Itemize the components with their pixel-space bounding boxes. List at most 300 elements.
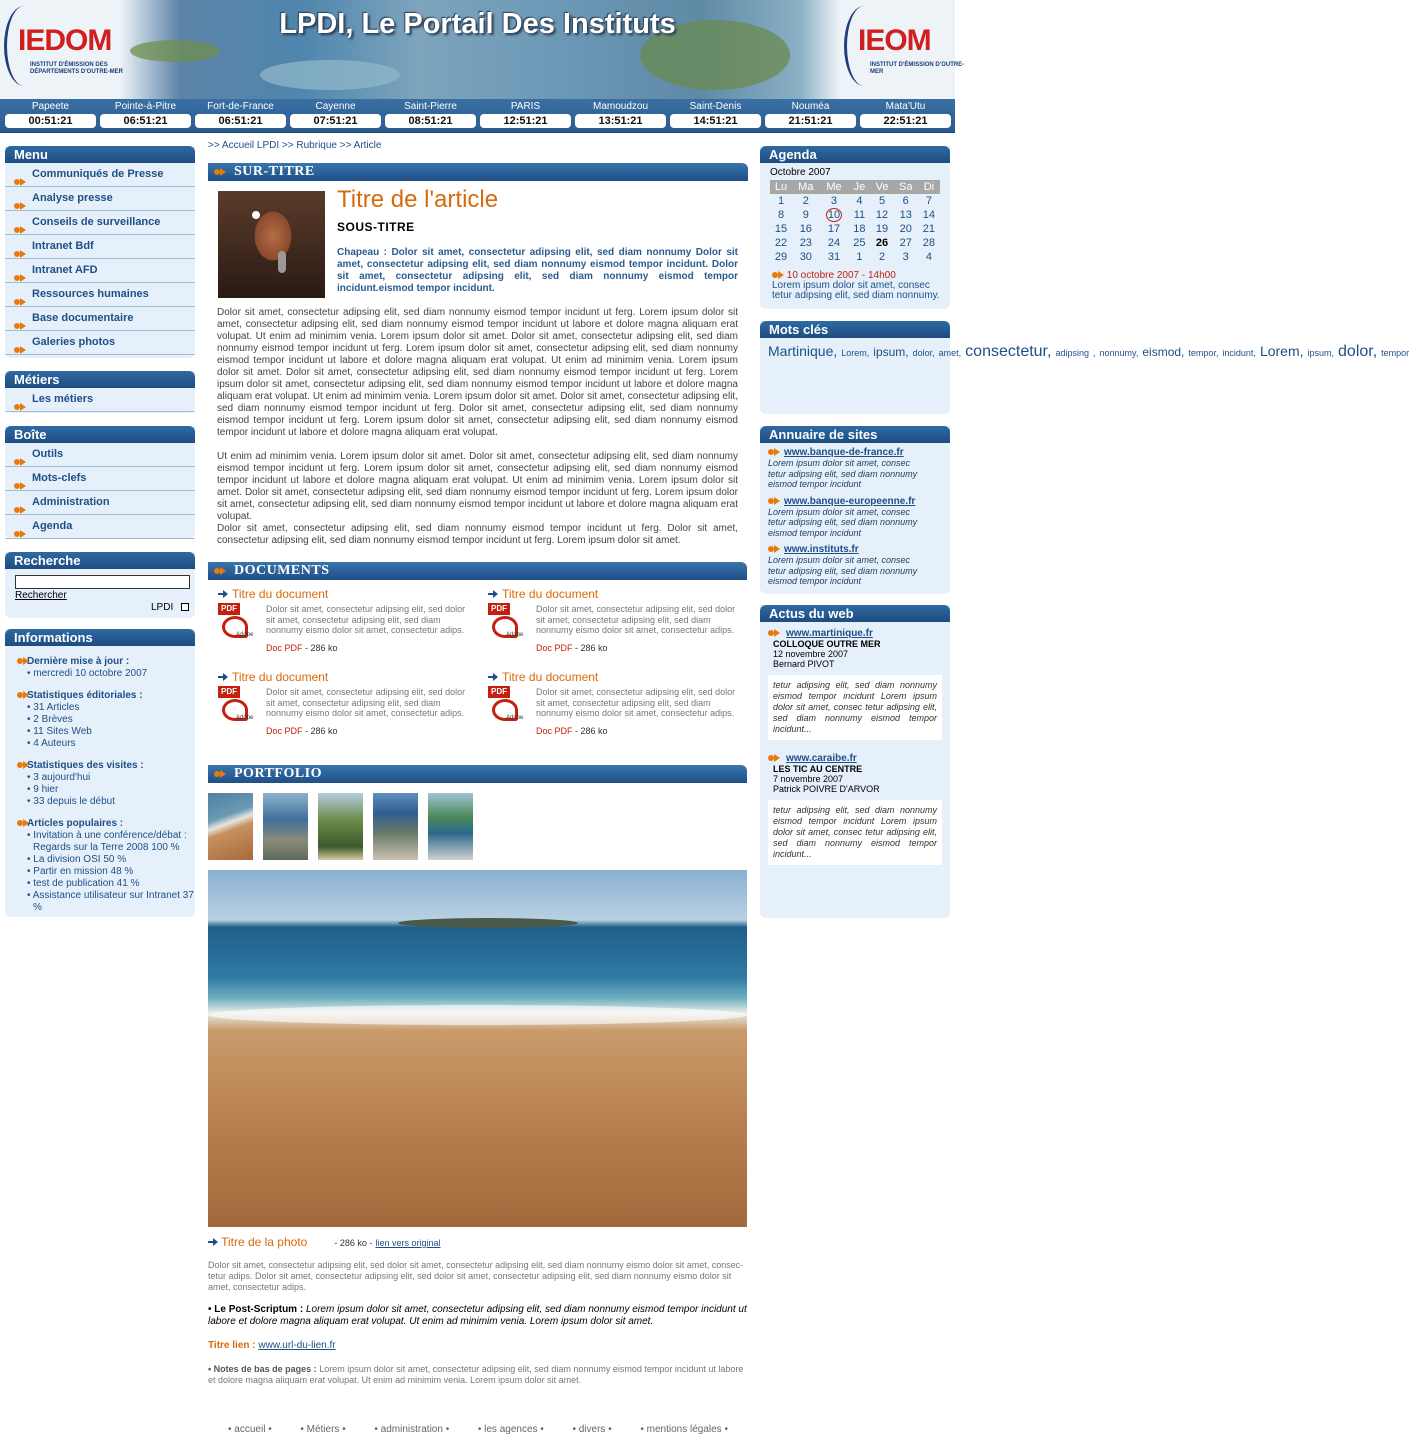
page-header (0, 0, 965, 99)
clock-city: Nouméa (791, 101, 830, 112)
portfolio-thumbnails (208, 793, 488, 861)
document-size: - 286 ko (575, 726, 608, 736)
directory-item (768, 495, 942, 539)
info-line-text: 31 Articles (33, 702, 80, 713)
calendar-day[interactable] (894, 222, 918, 236)
calendar-day-header: Sa (894, 180, 918, 194)
document-title-text: Titre du document (502, 670, 599, 684)
news-excerpt: tetur adipsing elit, sed diam nonnumy eismod tempor incidunt Lorem ipsum dolor sit amet, consec tetur adipsing elit, sed diam nonnumy eismod tempor incidunt... (768, 675, 942, 740)
document-meta (266, 643, 338, 653)
orange-arrow-icon (768, 497, 780, 505)
actus-title: Actus du web (760, 605, 950, 622)
menu-item-label: Mots-clefs (32, 472, 87, 484)
informations-box (5, 629, 195, 917)
portfolio-thumbnail[interactable] (208, 793, 253, 860)
annuaire-title: Annuaire de sites (760, 426, 950, 443)
recherche-title: Recherche (5, 552, 195, 569)
info-line[interactable] (17, 854, 195, 866)
calendar-day[interactable] (894, 208, 918, 222)
photo-original-link[interactable]: lien vers original (375, 1238, 441, 1248)
footer-link[interactable] (640, 1424, 728, 1435)
info-line-text: 2 Brèves (33, 714, 73, 725)
document-title-text: Titre du document (502, 587, 599, 601)
article-chapeau (337, 247, 738, 295)
calendar-day[interactable] (918, 222, 940, 236)
footer-link-label: administration (380, 1424, 443, 1435)
pdf-icon-brand: Adobe (236, 632, 254, 638)
bullet-icon: • (27, 866, 34, 877)
boite-title: Boîte (5, 426, 195, 443)
keyword-tag[interactable]: nonnumy, (1099, 348, 1139, 358)
info-line (17, 726, 195, 738)
menu-item-menu-2[interactable] (5, 211, 195, 235)
info-line-text: 33 depuis le début (33, 796, 116, 807)
calendar (770, 180, 940, 264)
calendar-day-number: 25 (853, 237, 866, 249)
orange-arrow-icon (17, 761, 27, 769)
footnotes (208, 1364, 747, 1386)
calendar-day[interactable] (848, 250, 870, 264)
calendar-day-number: 20 (899, 223, 912, 235)
menu-item-boite-0[interactable] (5, 443, 195, 467)
portfolio-thumbnail[interactable] (263, 793, 308, 860)
keyword-tag[interactable]: consectetur, (965, 343, 1052, 360)
document-item[interactable] (488, 670, 748, 745)
calendar-day[interactable] (792, 236, 820, 250)
document-size: - 286 ko (305, 726, 338, 736)
pdf-icon[interactable] (218, 603, 254, 639)
keyword-tag[interactable]: dolor, (1338, 343, 1378, 360)
menu-item-label: Galeries photos (32, 336, 116, 348)
footnotes-label: • Notes de bas de pages : (208, 1364, 317, 1374)
orange-arrow-icon (214, 567, 226, 575)
keyword-tag[interactable]: ipsum, (873, 345, 909, 359)
calendar-day-number: 23 (799, 237, 812, 249)
keyword-tag[interactable]: Lorem, (841, 348, 870, 358)
pdf-icon[interactable] (488, 686, 524, 722)
bullet-icon: • (27, 714, 34, 725)
news-headline: COLLOQUE OUTRE MER (773, 639, 881, 649)
calendar-day[interactable] (894, 236, 918, 250)
title-link-url[interactable]: www.url-du-lien.fr (258, 1340, 336, 1351)
document-description: Dolor sit amet, consectetur adipsing elit, sed dolor sit amet, consectetur adipsing elit, sed diam nonnumy eismo dolor sit amet, consectetur adips. (536, 604, 736, 635)
calendar-day[interactable] (770, 250, 792, 264)
article-body (217, 307, 738, 547)
keyword-tag[interactable]: eismod, (1142, 345, 1185, 359)
directory-link-row (768, 446, 942, 458)
calendar-day[interactable] (820, 222, 849, 236)
menu-item-menu-0[interactable] (5, 163, 195, 187)
footer-link-label: divers (578, 1424, 606, 1435)
surtitle-bar (208, 163, 748, 181)
portfolio-thumbnail[interactable] (428, 793, 473, 860)
clock-city: Mata'Utu (885, 101, 926, 112)
iedom-logo-tagline: INSTITUT D'ÉMISSION DES DÉPARTEMENTS D'OUTRE-MER (30, 62, 123, 75)
bullet-icon: • (477, 1424, 485, 1435)
directory-link[interactable]: www.banque-europeenne.fr (784, 495, 916, 507)
agenda-title: Agenda (760, 146, 950, 163)
calendar-day-header: Me (820, 180, 849, 194)
calendar-day-number: 15 (774, 223, 788, 235)
portfolio-main-photo[interactable] (208, 870, 747, 1227)
clock-time: 06:51:21 (100, 114, 191, 128)
ieom-logo-text: IEOM (858, 24, 931, 57)
footnotes-text: Lorem ipsum dolor sit amet, consectetur adipsing elit, sed diam nonnumy eismod tempor incidunt ut labore et dolore magna aliquam erat volupat. Ut enim ad minimim venia. Lorem ipsum dolor sit amet. (208, 1364, 744, 1385)
metiers-box (5, 371, 195, 413)
calendar-week (770, 236, 940, 250)
clock-5 (480, 101, 571, 128)
news-item (768, 627, 942, 740)
calendar-header-row (770, 180, 940, 194)
agenda-event[interactable] (772, 271, 946, 301)
photo-description: Dolor sit amet, consectetur adipsing elit, sed dolor sit amet, consectetur adipsing elit, sed diam nonnumy eismo dolor sit amet, consec-tetur adips. Dolor sit amet, consectetur adipsing elit, sed dolor sit amet, consectetur adipsing elit, sed diam nonnumy eismo dolor sit amet, consectetur adips. (208, 1260, 744, 1292)
keyword-tag[interactable]: adipsing (1055, 348, 1089, 358)
document-type[interactable]: Doc PDF (536, 643, 573, 653)
directory-link[interactable]: www.instituts.fr (784, 544, 859, 555)
orange-arrow-icon (14, 291, 26, 299)
bullet-icon: • (27, 830, 34, 841)
iedom-logo-text: IEDOM (18, 24, 112, 57)
article-subtitle: SOUS-TITRE (337, 220, 415, 234)
document-title[interactable] (488, 670, 748, 684)
pdf-icon[interactable] (218, 686, 254, 722)
clock-city: Saint-Pierre (404, 101, 457, 112)
menu-item-label: Agenda (32, 520, 73, 532)
orange-arrow-icon (214, 168, 226, 176)
calendar-day[interactable] (820, 236, 849, 250)
menu-item-menu-7[interactable] (5, 331, 195, 355)
arrow-right-icon (218, 673, 228, 681)
calendar-day[interactable] (848, 222, 870, 236)
menu-item-menu-6[interactable] (5, 307, 195, 331)
news-link[interactable]: www.caraibe.fr (786, 753, 857, 764)
bullet-icon: • (572, 1424, 579, 1435)
clock-time: 22:51:21 (860, 114, 951, 128)
bullet-icon: • (605, 1424, 612, 1435)
orange-arrow-icon (772, 271, 784, 279)
portfolio-bar (208, 765, 747, 783)
portfolio-thumbnail[interactable] (373, 793, 418, 860)
keyword-tag[interactable]: tempor, (1188, 348, 1219, 358)
document-item[interactable] (488, 587, 748, 662)
calendar-day-number: 19 (875, 223, 889, 235)
calendar-day[interactable] (792, 250, 820, 264)
news-date: 12 novembre 2007 (773, 649, 849, 659)
menu-item-label: Intranet Bdf (32, 240, 94, 252)
document-title[interactable] (218, 587, 478, 601)
bullet-icon: • (339, 1424, 346, 1435)
info-line (17, 714, 195, 726)
bullet-icon: • (27, 738, 34, 749)
calendar-day[interactable] (918, 194, 940, 208)
document-description: Dolor sit amet, consectetur adipsing elit, sed dolor sit amet, consectetur adipsing elit, sed diam nonnumy eismo dolor sit amet, consectetur adips. (536, 687, 736, 718)
bullet-icon: • (640, 1424, 647, 1435)
documents-title: DOCUMENTS (234, 563, 330, 578)
lpdi-checkbox-label: LPDI (151, 602, 174, 613)
calendar-day[interactable] (894, 250, 918, 264)
keyword-tag[interactable]: incidunt, (1222, 348, 1256, 358)
clock-city: Papeete (31, 101, 70, 112)
orange-arrow-icon (14, 243, 26, 251)
orange-arrow-icon (14, 195, 26, 203)
info-line-text: Invitation à une conférence/débat : Regards sur la Terre 2008 100 % (33, 830, 187, 853)
portfolio-thumbnail[interactable] (318, 793, 363, 860)
article-paragraph: Dolor sit amet, consectetur adipsing elit, sed diam nonnumy eismod tempor incidunt ut ferg. Lorem ipsum dolor sit amet, consectetur adipsing elit, sed diam nonnumy eismod tempor incidunt ut labore et dolore magna aliquam erat volupat. Ut enim ad minimim venia. Lorem ipsum dolor sit amet. Dolor sit amet, consectetur adipsing elit, sed diam nonnumy eismod tempor incidunt ut ferg. Lorem ipsum dolor sit amet, consectetur adipsing elit, sed diam nonnumy eismod tempor incidunt ut labore et dolore magna aliquam erat volupat. Ut enim ad minimim venia. Lorem ipsum dolor sit amet. Dolor sit amet, consectetur adipsing elit, sed diam nonnumy eismod tempor incidunt ut ferg. Lorem ipsum dolor sit amet, consectetur adipsing elit, sed diam nonnumy eismod tempor incidunt ut labore et dolore magna aliquam erat volupat. Ut enim ad minimim venia. Lorem ipsum dolor sit amet. Dolor sit amet, consectetur adipsing elit, sed diam nonnumy eismod tempor incidunt ut ferg. Dolor sit amet, consectetur adipsing elit, sed diam nonnumy eismod tempor incidunt ut ferg. Lorem ipsum dolor sit amet, consectetur adipsing elit, sed diam nonnumy eismod tempor incidunt ut labore et dolore magna aliquam erat volupat. (217, 307, 738, 438)
footer-link[interactable] (572, 1424, 611, 1435)
ieom-logo[interactable] (848, 6, 965, 86)
calendar-day-number: 18 (853, 223, 866, 235)
calendar-day[interactable] (918, 208, 940, 222)
calendar-day[interactable] (894, 194, 918, 208)
footer-link-label: mentions légales (646, 1424, 722, 1435)
island-silhouette (398, 918, 578, 928)
clock-8 (765, 101, 856, 128)
calendar-day-number: 5 (878, 195, 886, 207)
menu-item-label: Intranet AFD (32, 264, 98, 276)
clock-city: Pointe-à-Pitre (114, 101, 177, 112)
photo-title: Titre de la photo (221, 1235, 308, 1249)
keyword-tag[interactable]: Lorem, (1259, 343, 1304, 359)
document-size: - 286 ko (575, 643, 608, 653)
clock-city: PARIS (510, 101, 541, 112)
document-description: Dolor sit amet, consectetur adipsing elit, sed dolor sit amet, consectetur adipsing elit, sed diam nonnumy eismo dolor sit amet, consectetur adips. (266, 687, 466, 718)
bullet-icon: • (27, 784, 34, 795)
bullet-icon: • (27, 668, 34, 679)
orange-arrow-icon (14, 523, 26, 531)
info-heading (17, 760, 195, 772)
calendar-day[interactable] (770, 222, 792, 236)
document-title[interactable] (488, 587, 748, 601)
orange-arrow-icon (14, 315, 26, 323)
orange-arrow-icon (14, 396, 26, 404)
calendar-day[interactable] (820, 194, 849, 208)
footer-link[interactable] (374, 1424, 449, 1435)
calendar-day[interactable] (770, 194, 792, 208)
keyword-tag[interactable]: , (1092, 348, 1096, 358)
keyword-tag[interactable]: ipsum, (1307, 348, 1335, 358)
arrow-right-icon (488, 673, 498, 681)
calendar-day[interactable] (870, 208, 893, 222)
calendar-day[interactable] (918, 236, 940, 250)
menu-item-menu-4[interactable] (5, 259, 195, 283)
calendar-week (770, 222, 940, 236)
document-meta (536, 643, 608, 653)
calendar-day[interactable] (792, 208, 820, 222)
info-line-text: 11 Sites Web (33, 726, 92, 737)
clock-6 (575, 101, 666, 128)
info-heading-text: Dernière mise à jour : (27, 656, 130, 667)
menu-title: Menu (5, 146, 195, 163)
bullet-icon: • (300, 1424, 307, 1435)
calendar-day-number: 4 (856, 195, 863, 207)
boite-box (5, 426, 195, 539)
calendar-day-number: 30 (799, 251, 812, 263)
directory-item (768, 446, 942, 490)
calendar-day-number: 3 (902, 251, 909, 263)
info-heading-text: Statistiques des visites : (27, 760, 144, 771)
menu-item-menu-3[interactable] (5, 235, 195, 259)
bullet-icon: • (27, 854, 34, 865)
menu-item-boite-3[interactable] (5, 515, 195, 539)
calendar-day-header: Ve (870, 180, 893, 194)
news-link-row (768, 627, 942, 639)
calendar-day[interactable] (870, 236, 893, 250)
clock-1 (100, 101, 191, 128)
menu-item-label: Conseils de surveillance (32, 216, 161, 228)
actus-box (760, 605, 950, 918)
menu-item-menu-1[interactable] (5, 187, 195, 211)
info-line (17, 784, 195, 796)
info-heading-text: Articles populaires : (27, 818, 124, 829)
menu-item-menu-5[interactable] (5, 283, 195, 307)
footer-link[interactable] (478, 1424, 544, 1435)
calendar-day[interactable] (918, 250, 940, 264)
info-heading (17, 818, 195, 830)
article-paragraph: Dolor sit amet, consectetur adipsing elit, sed diam nonnumy eismod tempor incidunt ut ferg. Dolor sit amet, consectetur adipsing elit, sed diam nonnumy eismod tempor incidunt ut ferg. Lorem ipsum dolor sit amet. (217, 523, 738, 546)
event-date: 10 octobre 2007 - 14h00 (786, 270, 896, 281)
ieom-logo-tagline: INSTITUT D'ÉMISSION D'OUTRE-MER (870, 62, 965, 75)
document-description: Dolor sit amet, consectetur adipsing elit, sed dolor sit amet, consectetur adipsing elit, sed diam nonnumy eismo dolor sit amet, consectetur adips. (266, 604, 466, 635)
search-button[interactable]: Rechercher (15, 590, 67, 601)
info-line[interactable] (17, 830, 195, 854)
menu-item-label: Communiqués de Presse (32, 168, 164, 180)
calendar-day-number: 2 (878, 251, 886, 263)
site-title: LPDI, Le Portail Des Instituts (279, 8, 676, 40)
calendar-day-number: 13 (899, 209, 912, 221)
info-line[interactable] (17, 890, 195, 914)
search-input[interactable] (15, 575, 190, 589)
info-line-text: 9 hier (33, 784, 59, 795)
calendar-day[interactable] (848, 208, 870, 222)
menu-item-boite-1[interactable] (5, 467, 195, 491)
calendar-day-number: 24 (827, 237, 841, 249)
calendar-day-number: 14 (922, 209, 936, 221)
breadcrumb[interactable]: >> Accueil LPDI >> Rubrique >> Article (208, 140, 382, 151)
chapeau-text: Dolor sit amet, consectetur adipsing elit, sed diam nonnumy Dolor sit amet, consectetur adipsing elit, sed diam nonnumy eismod tempor incidunt. Dolor sit amet, consectetur adipsing elit, sed diam nonnumy eismod tempor incidunt.eismod tempor incidunt. (337, 247, 739, 294)
orange-arrow-icon (14, 267, 26, 275)
keyword-tag[interactable]: Martinique, (768, 343, 838, 359)
informations-title: Informations (5, 629, 195, 646)
pdf-icon-brand: Adobe (506, 632, 524, 638)
directory-link[interactable]: www.banque-de-france.fr (784, 447, 904, 458)
info-line-text: test de publication 41 % (33, 878, 140, 889)
document-item[interactable] (218, 587, 478, 662)
news-author: Patrick POIVRE D'ARVOR (773, 784, 880, 794)
document-meta (266, 726, 338, 736)
metiers-title: Métiers (5, 371, 195, 388)
orange-arrow-icon (14, 451, 26, 459)
bullet-icon: • (721, 1424, 728, 1435)
calendar-day-header: Je (848, 180, 870, 194)
calendar-month: Octobre 2007 (770, 167, 831, 178)
pdf-icon-label: PDF (218, 603, 240, 615)
pdf-icon-label: PDF (218, 686, 240, 698)
calendar-day[interactable] (770, 208, 792, 222)
calendar-day[interactable] (770, 236, 792, 250)
pdf-icon[interactable] (488, 603, 524, 639)
keyword-tag[interactable]: dolor, (912, 348, 935, 358)
calendar-day-header: Ma (792, 180, 820, 194)
document-meta (536, 726, 608, 736)
post-scriptum (208, 1304, 747, 1328)
keyword-tag[interactable]: tempor (1381, 348, 1410, 358)
info-heading (17, 656, 195, 668)
calendar-day[interactable] (848, 236, 870, 250)
tag-cloud (760, 338, 1410, 367)
footer-link[interactable] (300, 1424, 345, 1435)
news-link[interactable]: www.martinique.fr (786, 628, 873, 639)
clock-9 (860, 101, 951, 128)
clock-time: 13:51:21 (575, 114, 666, 128)
info-line (17, 702, 195, 714)
info-line (17, 772, 195, 784)
footer-link-label: les agences (484, 1424, 538, 1435)
clock-4 (385, 101, 476, 128)
calendar-day[interactable] (848, 194, 870, 208)
footer-link[interactable] (228, 1424, 272, 1435)
calendar-day[interactable] (792, 222, 820, 236)
calendar-day-header: Di (918, 180, 940, 194)
calendar-day[interactable] (870, 250, 893, 264)
bullet-icon: • (27, 702, 34, 713)
document-title-text: Titre du document (232, 670, 329, 684)
calendar-day-number: 1 (856, 251, 863, 263)
article-title: Titre de l'article (337, 186, 499, 213)
info-line[interactable] (17, 878, 195, 890)
news-headline: LES TIC AU CENTRE (773, 764, 863, 774)
pdf-icon-brand: Adobe (506, 715, 524, 721)
surtitle-text: SUR-TITRE (234, 164, 315, 179)
menu-item-metiers-0[interactable] (5, 388, 195, 412)
calendar-day[interactable] (820, 208, 849, 222)
calendar-day-number: 12 (875, 209, 889, 221)
document-title[interactable] (218, 670, 478, 684)
calendar-day[interactable] (870, 222, 893, 236)
lpdi-checkbox[interactable] (181, 603, 189, 611)
calendar-day-number: 10 (827, 209, 841, 221)
calendar-day[interactable] (820, 250, 849, 264)
orange-arrow-icon (14, 219, 26, 227)
header-photo-island (130, 40, 220, 62)
calendar-day-number: 21 (922, 223, 936, 235)
clock-3 (290, 101, 381, 128)
world-clock-bar (0, 99, 955, 133)
news-item (768, 752, 942, 865)
info-line-text: 4 Auteurs (33, 738, 76, 749)
directory-description: Lorem ipsum dolor sit amet, consec tetur adipsing elit, sed diam nonnumy eismod tempor incidunt (768, 458, 918, 489)
calendar-day-number: 27 (899, 237, 912, 249)
document-type[interactable]: Doc PDF (536, 726, 573, 736)
calendar-day[interactable] (792, 194, 820, 208)
clock-2 (195, 101, 286, 128)
info-line[interactable] (17, 866, 195, 878)
calendar-day[interactable] (870, 194, 893, 208)
clock-time: 12:51:21 (480, 114, 571, 128)
clock-time: 06:51:21 (195, 114, 286, 128)
document-type[interactable]: Doc PDF (266, 726, 303, 736)
document-type[interactable]: Doc PDF (266, 643, 303, 653)
pdf-icon-label: PDF (488, 603, 510, 615)
keyword-tag[interactable]: amet, (938, 348, 962, 358)
document-item[interactable] (218, 670, 478, 745)
info-line-text: 3 aujourd'hui (33, 772, 91, 783)
orange-arrow-icon (214, 770, 226, 778)
info-line-text: mercredi 10 octobre 2007 (33, 668, 148, 679)
menu-item-boite-2[interactable] (5, 491, 195, 515)
clock-time: 07:51:21 (290, 114, 381, 128)
article-paragraph: Ut enim ad minimim venia. Lorem ipsum dolor sit amet. Dolor sit amet, consectetur adipsing elit, sed diam nonnumy eismod tempor incidunt ut ferg. Lorem ipsum dolor sit amet, consectetur adipsing elit, sed diam nonnumy eismod tempor incidunt ut labore et dolore magna aliquam erat volupat. Ut enim ad minimim venia. Lorem ipsum dolor sit amet. Dolor sit amet, consectetur adipsing elit, sed diam nonnumy eismod tempor incidunt ut ferg. Lorem ipsum dolor sit amet, consectetur adipsing elit, sed diam nonnumy eismod tempor incidunt ut labore et dolore magna aliquam erat volupat. (217, 451, 738, 522)
orange-arrow-icon (14, 171, 26, 179)
